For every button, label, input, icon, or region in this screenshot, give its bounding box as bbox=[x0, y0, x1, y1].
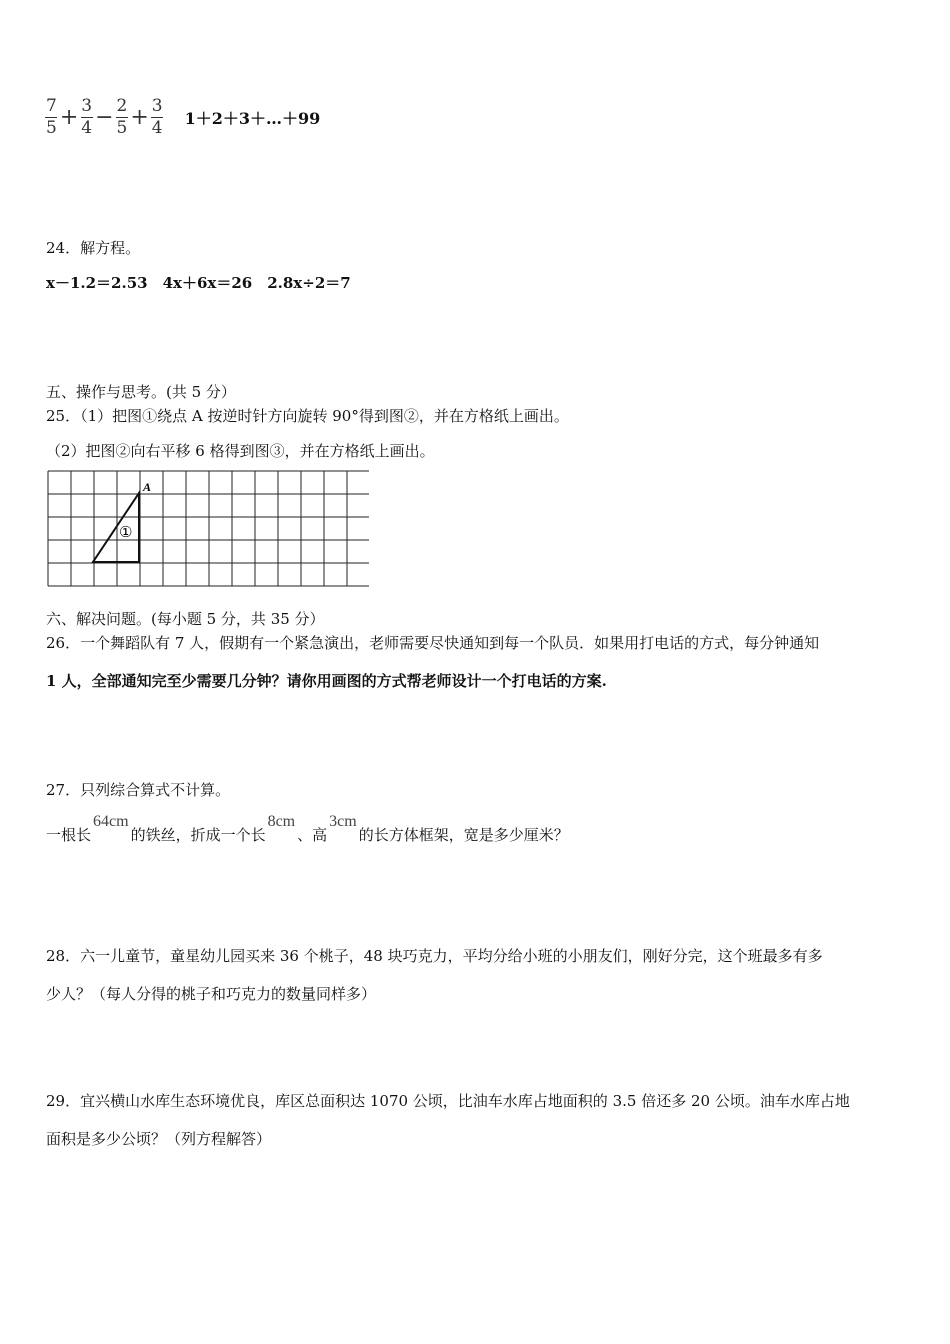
q27-text-b: 的铁丝，折成一个长 bbox=[130, 826, 266, 844]
grid-lines bbox=[48, 471, 369, 586]
fraction-denominator: 4 bbox=[151, 118, 163, 138]
fraction-expression bbox=[44, 98, 320, 137]
q24-equations: x－1.2＝2.53 4x＋6x＝26 2.8x÷2＝7 bbox=[46, 274, 351, 292]
fraction-denominator: 4 bbox=[81, 118, 93, 138]
q24-title: 24．解方程。 bbox=[46, 239, 141, 257]
q27-unit-high: 3cm bbox=[329, 813, 357, 830]
operator: − bbox=[95, 105, 114, 130]
fraction-4 bbox=[151, 98, 164, 137]
fraction-numerator: 2 bbox=[116, 96, 128, 116]
q29-line2: 面积是多少公顷？（列方程解答） bbox=[46, 1130, 272, 1148]
q28-line2: 少人？（每人分得的桃子和巧克力的数量同样多） bbox=[46, 985, 377, 1003]
fraction-1 bbox=[45, 98, 58, 137]
q27-unit-long: 8cm bbox=[267, 813, 296, 830]
q27-text-a: 一根长 bbox=[46, 826, 92, 844]
fraction-denominator: 5 bbox=[116, 118, 128, 138]
fraction-3 bbox=[116, 98, 129, 137]
fraction-2 bbox=[80, 98, 93, 137]
sum-expression: 1＋2＋3＋…＋99 bbox=[184, 109, 321, 128]
q27-text-d: 的长方体框架，宽是多少厘米？ bbox=[358, 826, 569, 844]
q28-line1: 28．六一儿童节，童星幼儿园买来 36 个桃子，48 块巧克力，平均分给小班的小朋友们，刚好分完，这个班最多有多 bbox=[46, 947, 823, 965]
operator: + bbox=[130, 105, 149, 130]
shape-1-label: ① bbox=[119, 523, 133, 541]
q27-unit-length: 64cm bbox=[93, 813, 129, 830]
fraction-denominator: 5 bbox=[46, 118, 57, 138]
fraction-numerator: 3 bbox=[81, 96, 93, 116]
section6-title: 六、解决问题。(每小题 5 分，共 35 分） bbox=[46, 610, 325, 628]
q26-line1: 26．一个舞蹈队有 7 人，假期有一个紧急演出，老师需要尽快通知到每一个队员．如果用打电话的方式，每分钟通知 bbox=[46, 634, 820, 652]
fraction-numerator: 7 bbox=[46, 96, 57, 116]
q27-text-c: 、高 bbox=[297, 826, 328, 844]
point-a-label: A bbox=[143, 480, 152, 494]
grid-paper bbox=[47, 470, 369, 588]
q25-part1: 25．（1）把图①绕点 A 按逆时针方向旋转 90°得到图②，并在方格纸上画出。 bbox=[46, 407, 569, 425]
fraction-numerator: 3 bbox=[151, 96, 163, 116]
q29-line1: 29．宜兴横山水库生态环境优良，库区总面积达 1070 公顷，比油车水库占地面积的 3.5 倍还多 20 公顷。油车水库占地 bbox=[46, 1092, 850, 1110]
operator: + bbox=[59, 105, 79, 130]
q25-part2: （2）把图②向右平移 6 格得到图③，并在方格纸上画出。 bbox=[46, 442, 435, 460]
q27-text bbox=[46, 813, 569, 845]
q27-title: 27．只列综合算式不计算。 bbox=[46, 781, 231, 799]
q26-line2: 1 人，全部通知完至少需要几分钟？请你用画图的方式帮老师设计一个打电话的方案. bbox=[46, 672, 607, 690]
section5-title: 五、操作与思考。(共 5 分） bbox=[46, 383, 236, 401]
